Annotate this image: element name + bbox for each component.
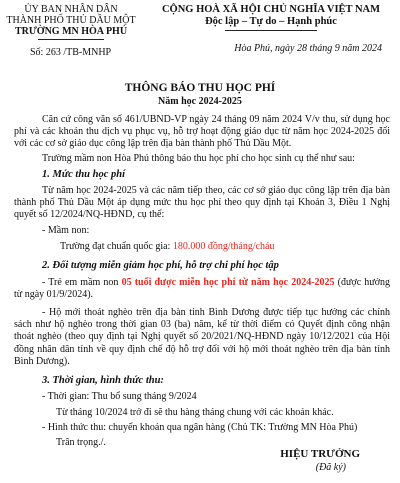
header-left-rule bbox=[38, 39, 104, 40]
section-1-heading: 1. Mức thu học phí bbox=[42, 169, 126, 180]
p1-suffix: (được hưởng từ ngày 01/9/2024). bbox=[14, 277, 390, 301]
section-2-paragraph-1 bbox=[14, 277, 390, 301]
p1-highlight: 05 tuổi được miễn học phí từ năm học 2024-2025 bbox=[121, 277, 335, 288]
org-line-1: ỦY BAN NHÂN DÂN bbox=[24, 4, 118, 15]
section-3-line-3: - Hình thức thu: chuyển khoản qua ngân hàng (Chủ TK: Trường MN Hòa Phú) bbox=[42, 422, 358, 433]
org-line-2: THÀNH PHỐ THỦ DẦU MỘT bbox=[6, 15, 136, 26]
document-title: THÔNG BÁO THU HỌC PHÍ bbox=[124, 82, 276, 94]
org-line-3: TRƯỜNG MN HÒA PHÚ bbox=[14, 26, 128, 37]
section-1-paragraph: Từ năm học 2024-2025 và các năm tiếp theo, các cơ sở giáo dục công lập trên địa bàn thành phố Thủ Dầu Một áp dụng mức thu học phí theo quy định tại Khoản 3, Điều 1 Nghị quyết số 12/2024/NQ-HĐND, cụ thể: bbox=[14, 185, 390, 221]
fee-line bbox=[60, 241, 274, 253]
fee-label: Trường đạt chuẩn quốc gia: bbox=[60, 241, 173, 252]
document-date: Hòa Phú, ngày 28 tháng 9 năm 2024 bbox=[234, 43, 382, 54]
header-right-rule bbox=[225, 30, 317, 31]
issuing-organization bbox=[0, 4, 142, 40]
document-number: Số: 263 /TB-MNHP bbox=[30, 47, 112, 58]
intro-paragraph: Căn cứ công văn số 461/UBND-VP ngày 24 tháng 09 năm 2024 V/v thu, sử dụng học phí và các khoản thu dịch vụ phục vụ, hỗ trợ hoạt động giáo dục từ năm học 2024-2025 đối với các cơ sở giáo dục công lập trên địa bàn thành phố Thủ Dầu Một. bbox=[14, 114, 390, 150]
intro-paragraph-2: Trường mầm non Hòa Phú thông báo thu học phí cho học sinh cụ thể như sau: bbox=[42, 153, 355, 164]
nation-name: CỘNG HOÀ XÃ HỘI CHỦ NGHĨA VIỆT NAM bbox=[161, 4, 381, 15]
closing-line: Trân trọng./. bbox=[56, 437, 106, 448]
section-2-paragraph-2: - Hộ mới thoát nghèo trên địa bàn tỉnh Bình Dương được tiếp tục hưởng các chính sách như hộ nghèo trong thời gian 03 (ba) năm, kể từ thời điểm có Quyết định công nhận thoát nghèo (theo quy định tại Nghị quyết số 20/2021/NQ-HĐND ngày 10/12/2021 của Hội đồng nhân dân tỉnh về quy định chế độ hỗ trợ đối với hộ mới thoát nghèo trên địa bàn tỉnh Bình Dương). bbox=[14, 307, 390, 367]
section-1-item: - Mầm non: bbox=[42, 225, 90, 236]
p1-prefix: - Trẻ em mầm non bbox=[42, 277, 122, 288]
national-header bbox=[142, 4, 400, 31]
document-subtitle: Năm học 2024-2025 bbox=[158, 96, 242, 107]
section-2-heading: 2. Đối tượng miễn giảm học phí, hỗ trợ chi phí học tập bbox=[42, 260, 279, 271]
section-3-line-1: - Thời gian: Thu bổ sung tháng 9/2024 bbox=[42, 391, 197, 402]
fee-amount: 180.000 đồng/tháng/cháu bbox=[172, 241, 275, 252]
section-3-line-2: Từ tháng 10/2024 trở đi sẽ thu hàng tháng chung với các khoản khác. bbox=[56, 407, 334, 418]
national-motto: Độc lập – Tự do – Hạnh phúc bbox=[205, 16, 337, 27]
signature-title: HIỆU TRƯỞNG bbox=[280, 448, 360, 460]
signature-note: (Đã ký) bbox=[315, 462, 346, 473]
section-3-heading: 3. Thời gian, hình thức thu: bbox=[42, 375, 164, 386]
